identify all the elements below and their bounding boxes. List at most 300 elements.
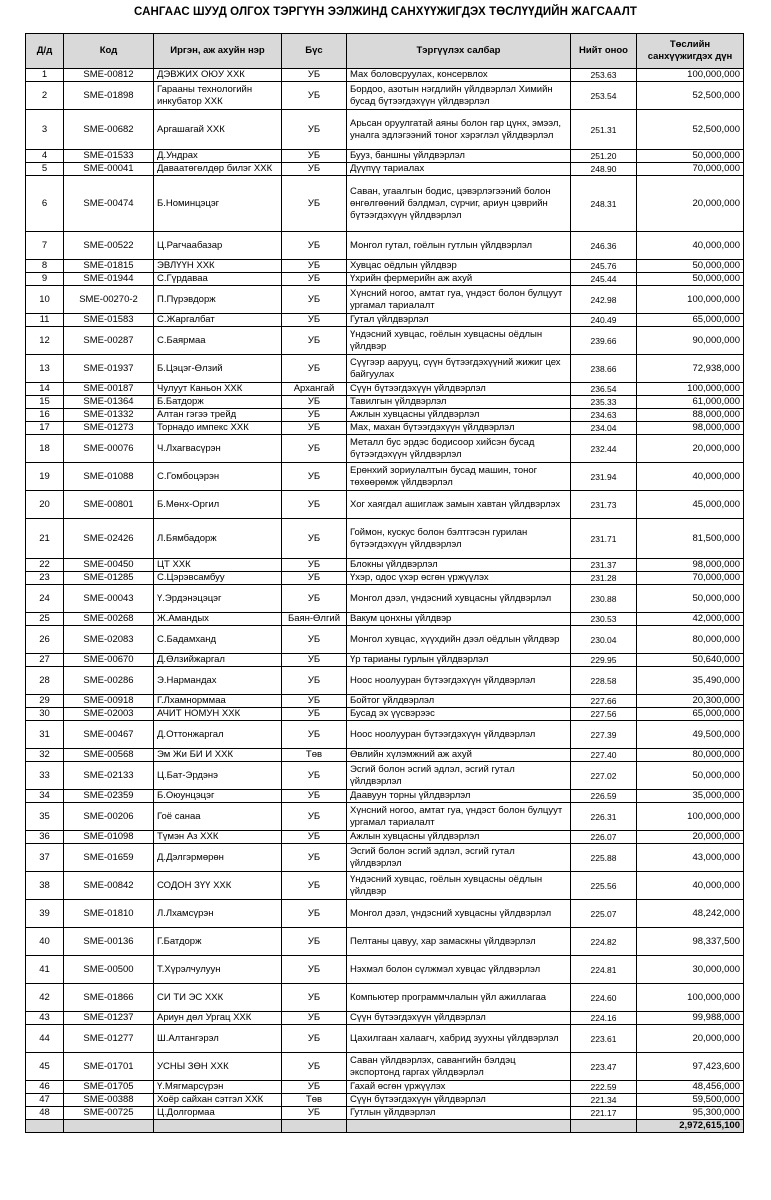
row-sector: Хувцас оёдлын үйлдвэр <box>347 260 571 273</box>
row-sector: Бордоо, азотын нэгдлийн үйлдвэрлэл Химийн бусад бүтээгдэхүүн үйлдвэрлэл <box>347 82 571 110</box>
row-index: 14 <box>26 383 64 396</box>
row-code: SME-00287 <box>64 327 154 355</box>
table-row <box>26 984 744 1012</box>
row-score: 225.07 <box>571 900 637 928</box>
row-index: 8 <box>26 260 64 273</box>
row-score: 240.49 <box>571 314 637 327</box>
row-index: 9 <box>26 273 64 286</box>
total-empty-cell <box>64 1120 154 1133</box>
row-region: УБ <box>282 1107 347 1120</box>
row-score: 227.66 <box>571 695 637 708</box>
row-index: 48 <box>26 1107 64 1120</box>
row-name: Ц.Бат-Эрдэнэ <box>154 762 282 790</box>
row-amount: 100,000,000 <box>637 286 744 314</box>
row-name: Ц.Долгормаа <box>154 1107 282 1120</box>
table-row <box>26 667 744 695</box>
row-sector: Гутлын үйлдвэрлэл <box>347 1107 571 1120</box>
row-region: УБ <box>282 176 347 232</box>
row-code: SME-00918 <box>64 695 154 708</box>
row-score: 230.04 <box>571 626 637 654</box>
row-name: Д.Ундрах <box>154 150 282 163</box>
row-amount: 50,000,000 <box>637 585 744 613</box>
row-score: 221.34 <box>571 1094 637 1107</box>
table-row <box>26 383 744 396</box>
row-name: ЦТ ХХК <box>154 559 282 572</box>
row-name: Г.Лхамнорммаа <box>154 695 282 708</box>
header-index: Д/д <box>26 34 64 69</box>
row-index: 23 <box>26 572 64 585</box>
row-index: 44 <box>26 1025 64 1053</box>
header-region: Бүс <box>282 34 347 69</box>
table-row <box>26 695 744 708</box>
row-code: SME-00500 <box>64 956 154 984</box>
row-name: Ү.Мягмарсүрэн <box>154 1081 282 1094</box>
table-row <box>26 585 744 613</box>
table-row <box>26 435 744 463</box>
row-region: Баян-Өлгий <box>282 613 347 626</box>
row-score: 226.59 <box>571 790 637 803</box>
row-region: УБ <box>282 1025 347 1053</box>
row-name: Гарааны технологийн инкубатор ХХК <box>154 82 282 110</box>
row-code: SME-00801 <box>64 491 154 519</box>
row-index: 13 <box>26 355 64 383</box>
row-amount: 48,242,000 <box>637 900 744 928</box>
table-row <box>26 519 744 559</box>
row-score: 232.44 <box>571 435 637 463</box>
row-sector: Саван үйлдвэрлэх, савангийн бэлдэц экспортонд гаргах үйлдвэрлэл <box>347 1053 571 1081</box>
row-score: 238.66 <box>571 355 637 383</box>
row-index: 10 <box>26 286 64 314</box>
row-name: Чулуут Каньон ХХК <box>154 383 282 396</box>
table-row <box>26 110 744 150</box>
table-row <box>26 69 744 82</box>
row-index: 30 <box>26 708 64 721</box>
row-sector: Цахилгаан халаагч, хабрид зуухны үйлдвэрлэл <box>347 1025 571 1053</box>
row-name: Л.Бямбадорж <box>154 519 282 559</box>
row-name: Түмэн Аз ХХК <box>154 831 282 844</box>
row-amount: 52,500,000 <box>637 82 744 110</box>
row-amount: 40,000,000 <box>637 232 744 260</box>
row-name: Хоёр сайхан сэтгэл ХХК <box>154 1094 282 1107</box>
row-code: SME-00725 <box>64 1107 154 1120</box>
row-sector: Хүнсний ногоо, амтат гуа, үндэст болон булцуут ургамал тариалалт <box>347 803 571 831</box>
total-empty-cell <box>282 1120 347 1133</box>
row-region: УБ <box>282 572 347 585</box>
row-index: 42 <box>26 984 64 1012</box>
row-region: УБ <box>282 695 347 708</box>
table-row <box>26 613 744 626</box>
row-index: 16 <box>26 409 64 422</box>
row-score: 227.56 <box>571 708 637 721</box>
row-sector: Үхрийн фермерийн аж ахуй <box>347 273 571 286</box>
table-row <box>26 1081 744 1094</box>
row-code: SME-00474 <box>64 176 154 232</box>
table-row <box>26 872 744 900</box>
row-index: 5 <box>26 163 64 176</box>
row-name: Д.Өлзийжаргал <box>154 654 282 667</box>
row-region: УБ <box>282 585 347 613</box>
page-title: САНГААС ШУУД ОЛГОХ ТЭРГҮҮН ЭЭЛЖИНД САНХҮҮЖИГДЭХ ТӨСЛҮҮДИЙН ЖАГСААЛТ <box>133 6 638 18</box>
row-sector: Ноос ноолууран бүтээгдэхүүн үйлдвэрлэл <box>347 667 571 695</box>
row-region: УБ <box>282 559 347 572</box>
row-amount: 20,300,000 <box>637 695 744 708</box>
row-code: SME-00450 <box>64 559 154 572</box>
row-code: SME-01898 <box>64 82 154 110</box>
row-index: 4 <box>26 150 64 163</box>
row-sector: Хүнсний ногоо, амтат гуа, үндэст болон булцуут ургамал тариалалт <box>347 286 571 314</box>
row-sector: Монгол дээл, үндэсний хувцасны үйлдвэрлэл <box>347 585 571 613</box>
row-code: SME-01937 <box>64 355 154 383</box>
total-empty-cell <box>571 1120 637 1133</box>
projects-table <box>25 33 744 1133</box>
row-score: 224.82 <box>571 928 637 956</box>
row-region: УБ <box>282 435 347 463</box>
row-code: SME-02003 <box>64 708 154 721</box>
row-name: С.Гүрдаваа <box>154 273 282 286</box>
row-name: Б.Цэцэг-Өлзий <box>154 355 282 383</box>
row-index: 47 <box>26 1094 64 1107</box>
row-region: Төв <box>282 1094 347 1107</box>
table-row <box>26 232 744 260</box>
row-sector: Ерөнхий зориулалтын бусад машин, тоног төхөөрөмж үйлдвэрлэл <box>347 463 571 491</box>
table-row <box>26 956 744 984</box>
row-code: SME-01701 <box>64 1053 154 1081</box>
row-amount: 65,000,000 <box>637 314 744 327</box>
row-region: УБ <box>282 273 347 286</box>
row-index: 3 <box>26 110 64 150</box>
table-row <box>26 1025 744 1053</box>
row-region: Архангай <box>282 383 347 396</box>
table-row <box>26 1094 744 1107</box>
row-sector: Ноос ноолууран бүтээгдэхүүн үйлдвэрлэл <box>347 721 571 749</box>
table-row <box>26 626 744 654</box>
row-amount: 50,000,000 <box>637 260 744 273</box>
row-sector: Дүүпүү тариалах <box>347 163 571 176</box>
row-code: SME-00682 <box>64 110 154 150</box>
row-code: SME-00286 <box>64 667 154 695</box>
row-amount: 42,000,000 <box>637 613 744 626</box>
row-code: SME-01944 <box>64 273 154 286</box>
row-region: УБ <box>282 409 347 422</box>
row-region: УБ <box>282 654 347 667</box>
row-code: SME-00187 <box>64 383 154 396</box>
row-amount: 70,000,000 <box>637 163 744 176</box>
table-row <box>26 260 744 273</box>
row-score: 230.53 <box>571 613 637 626</box>
row-name: С.Бадамханд <box>154 626 282 654</box>
table-row <box>26 355 744 383</box>
row-score: 227.40 <box>571 749 637 762</box>
table-row <box>26 176 744 232</box>
row-code: SME-00568 <box>64 749 154 762</box>
row-amount: 49,500,000 <box>637 721 744 749</box>
row-amount: 20,000,000 <box>637 176 744 232</box>
row-index: 17 <box>26 422 64 435</box>
row-region: УБ <box>282 928 347 956</box>
row-amount: 59,500,000 <box>637 1094 744 1107</box>
row-code: SME-00043 <box>64 585 154 613</box>
row-name: Ш.Алтангэрэл <box>154 1025 282 1053</box>
row-code: SME-00076 <box>64 435 154 463</box>
row-score: 236.54 <box>571 383 637 396</box>
row-index: 37 <box>26 844 64 872</box>
row-index: 40 <box>26 928 64 956</box>
row-index: 12 <box>26 327 64 355</box>
row-sector: Ажлын хувцасны үйлдвэрлэл <box>347 409 571 422</box>
row-code: SME-01659 <box>64 844 154 872</box>
row-region: УБ <box>282 721 347 749</box>
table-row <box>26 1012 744 1025</box>
row-amount: 98,000,000 <box>637 559 744 572</box>
row-region: УБ <box>282 790 347 803</box>
row-code: SME-01098 <box>64 831 154 844</box>
row-sector: Монгол гутал, гоёлын гутлын үйлдвэрлэл <box>347 232 571 260</box>
row-score: 225.56 <box>571 872 637 900</box>
row-amount: 43,000,000 <box>637 844 744 872</box>
row-region: УБ <box>282 232 347 260</box>
row-amount: 40,000,000 <box>637 872 744 900</box>
row-code: SME-01285 <box>64 572 154 585</box>
row-name: Д.Дэлгэрмөрөн <box>154 844 282 872</box>
row-code: SME-02426 <box>64 519 154 559</box>
header-name: Иргэн, аж ахуйн нэр <box>154 34 282 69</box>
row-region: УБ <box>282 626 347 654</box>
row-amount: 50,000,000 <box>637 150 744 163</box>
row-score: 227.39 <box>571 721 637 749</box>
table-row <box>26 422 744 435</box>
row-score: 245.44 <box>571 273 637 286</box>
row-amount: 98,000,000 <box>637 422 744 435</box>
row-sector: Саван, угаалгын бодис, цэвэрлэгээний болон өнгөлгөөний бэлдмэл, сүрчиг, ариун цэврийн бүтээгдэхүүн үйлдвэрлэл <box>347 176 571 232</box>
row-name: Г.Батдорж <box>154 928 282 956</box>
row-sector: Монгол дээл, үндэсний хувцасны үйлдвэрлэл <box>347 900 571 928</box>
row-region: УБ <box>282 872 347 900</box>
row-region: УБ <box>282 260 347 273</box>
row-name: Д.Оттонжаргал <box>154 721 282 749</box>
row-region: УБ <box>282 491 347 519</box>
row-index: 7 <box>26 232 64 260</box>
row-name: Торнадо импекс ХХК <box>154 422 282 435</box>
row-score: 231.28 <box>571 572 637 585</box>
row-index: 22 <box>26 559 64 572</box>
row-score: 223.61 <box>571 1025 637 1053</box>
row-name: С.Жаргалбат <box>154 314 282 327</box>
row-code: SME-02133 <box>64 762 154 790</box>
row-amount: 100,000,000 <box>637 803 744 831</box>
row-name: Т.Хүрэлчулуун <box>154 956 282 984</box>
row-code: SME-01273 <box>64 422 154 435</box>
row-index: 6 <box>26 176 64 232</box>
row-name: С.Баярмаа <box>154 327 282 355</box>
row-sector: Үр тарианы гурлын үйлдвэрлэл <box>347 654 571 667</box>
row-sector: Мах, махан бүтээгдэхүүн үйлдвэрлэл <box>347 422 571 435</box>
table-row <box>26 900 744 928</box>
row-region: УБ <box>282 82 347 110</box>
row-amount: 95,300,000 <box>637 1107 744 1120</box>
row-score: 227.02 <box>571 762 637 790</box>
row-region: УБ <box>282 667 347 695</box>
row-index: 33 <box>26 762 64 790</box>
row-score: 231.37 <box>571 559 637 572</box>
row-score: 231.94 <box>571 463 637 491</box>
row-name: Аргашагай ХХК <box>154 110 282 150</box>
row-index: 39 <box>26 900 64 928</box>
row-score: 253.54 <box>571 82 637 110</box>
row-index: 41 <box>26 956 64 984</box>
row-name: С.Цэрэвсамбуу <box>154 572 282 585</box>
row-code: SME-00388 <box>64 1094 154 1107</box>
row-region: УБ <box>282 831 347 844</box>
row-score: 224.81 <box>571 956 637 984</box>
row-score: 231.73 <box>571 491 637 519</box>
row-sector: Металл бус эрдэс бодисоор хийсэн бусад бүтээгдэхүүн үйлдвэрлэл <box>347 435 571 463</box>
row-code: SME-01277 <box>64 1025 154 1053</box>
row-score: 235.33 <box>571 396 637 409</box>
row-code: SME-01364 <box>64 396 154 409</box>
row-index: 31 <box>26 721 64 749</box>
row-score: 224.16 <box>571 1012 637 1025</box>
row-amount: 90,000,000 <box>637 327 744 355</box>
row-score: 224.60 <box>571 984 637 1012</box>
row-amount: 48,456,000 <box>637 1081 744 1094</box>
row-code: SME-00041 <box>64 163 154 176</box>
row-name: Даваатөгөлдөр билэг ХХК <box>154 163 282 176</box>
row-region: УБ <box>282 163 347 176</box>
row-code: SME-01815 <box>64 260 154 273</box>
row-code: SME-00812 <box>64 69 154 82</box>
row-score: 248.31 <box>571 176 637 232</box>
row-name: Алтан гэгээ трейд <box>154 409 282 422</box>
row-name: Ж.Амандых <box>154 613 282 626</box>
table-row <box>26 409 744 422</box>
row-score: 234.63 <box>571 409 637 422</box>
row-sector: Тавилгын үйлдвэрлэл <box>347 396 571 409</box>
row-sector: Монгол хувцас, хүүхдийн дээл оёдлын үйлдвэр <box>347 626 571 654</box>
row-amount: 99,988,000 <box>637 1012 744 1025</box>
row-region: УБ <box>282 314 347 327</box>
table-row <box>26 1053 744 1081</box>
total-empty-cell <box>26 1120 64 1133</box>
row-sector: Хог хаягдал ашиглаж замын хавтан үйлдвэрлэх <box>347 491 571 519</box>
row-sector: Бойтог үйлдвэрлэл <box>347 695 571 708</box>
row-name: Ү.Эрдэнэцэцэг <box>154 585 282 613</box>
row-score: 239.66 <box>571 327 637 355</box>
row-sector: Компьютер программчлалын үйл ажиллагаа <box>347 984 571 1012</box>
row-amount: 61,000,000 <box>637 396 744 409</box>
row-amount: 100,000,000 <box>637 69 744 82</box>
row-index: 27 <box>26 654 64 667</box>
table-row <box>26 654 744 667</box>
row-score: 226.31 <box>571 803 637 831</box>
row-sector: Сүүн бүтээгдэхүүн үйлдвэрлэл <box>347 1094 571 1107</box>
row-amount: 52,500,000 <box>637 110 744 150</box>
table-row <box>26 286 744 314</box>
row-index: 35 <box>26 803 64 831</box>
row-amount: 20,000,000 <box>637 831 744 844</box>
row-code: SME-01705 <box>64 1081 154 1094</box>
row-region: УБ <box>282 1012 347 1025</box>
row-name: Б.Батдорж <box>154 396 282 409</box>
row-sector: Гахай өсгөн үржүүлэх <box>347 1081 571 1094</box>
row-name: Б.Номинцэцэг <box>154 176 282 232</box>
row-amount: 80,000,000 <box>637 749 744 762</box>
table-row <box>26 928 744 956</box>
row-sector: Ажлын хувцасны үйлдвэрлэл <box>347 831 571 844</box>
row-name: Эм Жи БИ И ХХК <box>154 749 282 762</box>
table-row <box>26 803 744 831</box>
row-amount: 80,000,000 <box>637 626 744 654</box>
row-name: П.Пүрэвдорж <box>154 286 282 314</box>
row-code: SME-00670 <box>64 654 154 667</box>
row-code: SME-01583 <box>64 314 154 327</box>
row-region: УБ <box>282 762 347 790</box>
row-name: ДЭВЖИХ ОЮУ ХХК <box>154 69 282 82</box>
row-score: 246.36 <box>571 232 637 260</box>
table-row <box>26 749 744 762</box>
header-row <box>26 34 744 69</box>
row-sector: Үндэсний хувцас, гоёлын хувцасны оёдлын үйлдвэр <box>347 327 571 355</box>
row-score: 251.31 <box>571 110 637 150</box>
row-amount: 20,000,000 <box>637 1025 744 1053</box>
total-amount: 2,972,615,100 <box>637 1120 744 1133</box>
row-index: 2 <box>26 82 64 110</box>
row-name: Б.Оюунцэцэг <box>154 790 282 803</box>
row-sector: Эсгий болон эсгий эдлэл, эсгий гутал үйлдвэрлэл <box>347 844 571 872</box>
row-name: ЭВЛҮҮН ХХК <box>154 260 282 273</box>
row-region: УБ <box>282 519 347 559</box>
row-region: УБ <box>282 355 347 383</box>
header-score: Нийт оноо <box>571 34 637 69</box>
row-sector: Арьсан оруулгатай аяны болон гар цүнх, эмээл, уналга эдлэгээний тоног хэрэглэл үйлдвэрлэл <box>347 110 571 150</box>
row-name: Б.Мөнх-Оргил <box>154 491 282 519</box>
row-index: 20 <box>26 491 64 519</box>
row-score: 225.88 <box>571 844 637 872</box>
row-index: 43 <box>26 1012 64 1025</box>
row-amount: 100,000,000 <box>637 984 744 1012</box>
row-code: SME-02359 <box>64 790 154 803</box>
row-code: SME-00467 <box>64 721 154 749</box>
row-sector: Пелтаны цавуу, хар замаскны үйлдвэрлэл <box>347 928 571 956</box>
row-code: SME-01866 <box>64 984 154 1012</box>
row-score: 221.17 <box>571 1107 637 1120</box>
row-region: УБ <box>282 69 347 82</box>
header-sector: Тэргүүлэх салбар <box>347 34 571 69</box>
row-score: 248.90 <box>571 163 637 176</box>
row-region: УБ <box>282 708 347 721</box>
row-index: 46 <box>26 1081 64 1094</box>
row-amount: 35,000,000 <box>637 790 744 803</box>
row-amount: 97,423,600 <box>637 1053 744 1081</box>
row-name: СИ ТИ ЭС ХХК <box>154 984 282 1012</box>
row-name: Э.Нармандах <box>154 667 282 695</box>
row-sector: Гоймон, кускус болон бэлтгэсэн гурилан бүтээгдэхүүн үйлдвэрлэл <box>347 519 571 559</box>
total-row <box>26 1120 744 1133</box>
row-sector: Бууз, баншны үйлдвэрлэл <box>347 150 571 163</box>
row-score: 229.95 <box>571 654 637 667</box>
table-row <box>26 844 744 872</box>
table-row <box>26 273 744 286</box>
table-row <box>26 463 744 491</box>
table-row <box>26 82 744 110</box>
row-region: УБ <box>282 803 347 831</box>
row-name: Л.Лхамсүрэн <box>154 900 282 928</box>
total-empty-cell <box>347 1120 571 1133</box>
table-row <box>26 572 744 585</box>
row-amount: 50,640,000 <box>637 654 744 667</box>
table-row <box>26 831 744 844</box>
row-name: Ч.Лхагвасүрэн <box>154 435 282 463</box>
row-index: 19 <box>26 463 64 491</box>
